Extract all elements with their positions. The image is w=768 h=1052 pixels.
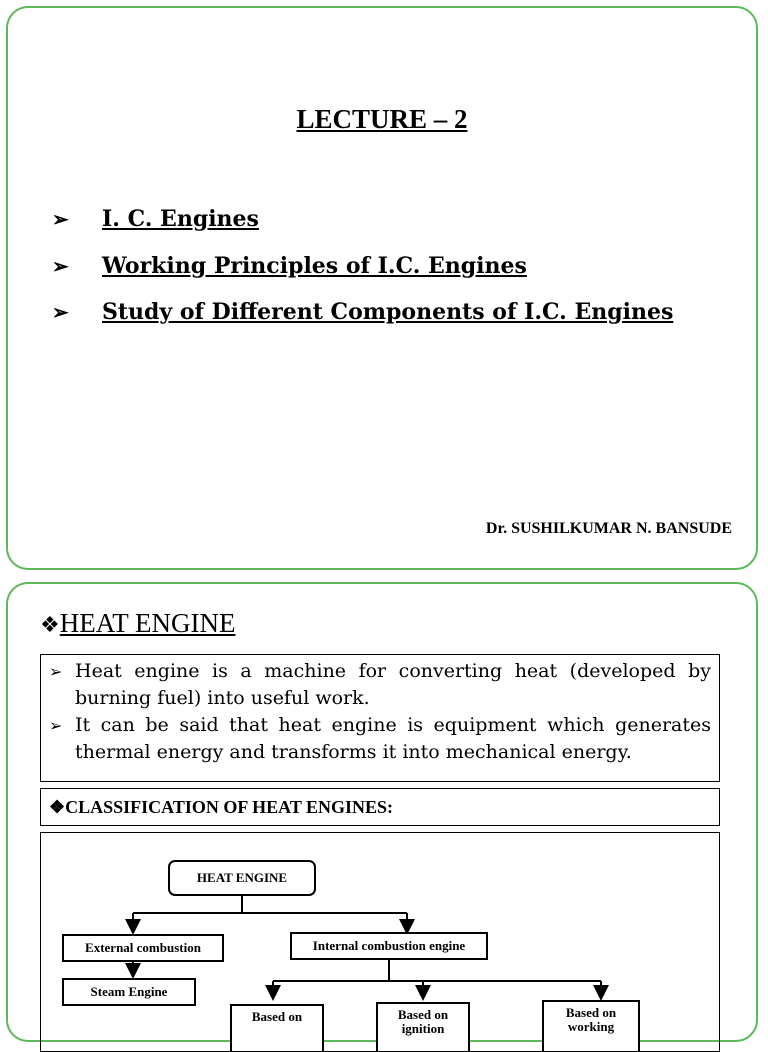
internal-node-label: Internal combustion engine — [312, 938, 466, 953]
based-on-node-label: Based on — [565, 1005, 617, 1020]
classification-title-box — [40, 788, 720, 826]
arrow-bullet-icon: ➢ — [52, 254, 69, 278]
external-node-label: External combustion — [85, 940, 201, 955]
definition-item — [49, 712, 711, 766]
topic-item — [52, 206, 259, 232]
based-on-node-label: Based on — [397, 1007, 449, 1022]
classification-title: CLASSIFICATION OF HEAT ENGINES: — [65, 797, 394, 817]
topic-text: Study of Different Components of I.C. Engines — [102, 299, 674, 325]
root-node-label: HEAT ENGINE — [196, 870, 288, 885]
topic-text: Working Principles of I.C. Engines — [102, 253, 527, 279]
definition-item — [49, 658, 711, 712]
definition-box — [40, 654, 720, 782]
classification-diagram — [40, 832, 720, 1052]
arrow-bullet-icon: ➢ — [52, 300, 69, 324]
author-name: Dr. SUSHILKUMAR N. BANSUDE — [485, 520, 732, 537]
topic-item — [52, 299, 673, 325]
diagram-svg — [41, 833, 720, 1052]
definition-text: Heat engine is a machine for converting heat (developed by burning fuel) into useful work. — [75, 660, 711, 709]
definition-text: It can be said that heat engine is equipment which generates thermal energy and transforms it into mechanical energy. — [75, 714, 711, 763]
based-on-node-cut-label: ignition — [401, 1021, 445, 1036]
lecture-slide — [6, 6, 758, 570]
based-on-node-label: Based on — [251, 1009, 303, 1024]
arrow-bullet-icon: ➢ — [52, 207, 69, 231]
arrow-bullet-icon: ➢ — [49, 662, 63, 681]
heat-engine-slide — [6, 582, 758, 1042]
lecture-title: LECTURE – 2 — [296, 104, 468, 134]
heading-text: HEAT ENGINE — [59, 608, 236, 638]
topic-text: I. C. Engines — [102, 206, 259, 232]
based-on-node-cut-label: working — [567, 1019, 615, 1034]
diamond-bullet-icon: ❖ — [49, 797, 66, 817]
steam-node-label: Steam Engine — [90, 984, 168, 999]
section-heading — [40, 608, 235, 639]
topic-item — [52, 253, 527, 279]
arrow-bullet-icon: ➢ — [49, 716, 63, 735]
diamond-bullet-icon: ❖ — [40, 612, 60, 637]
